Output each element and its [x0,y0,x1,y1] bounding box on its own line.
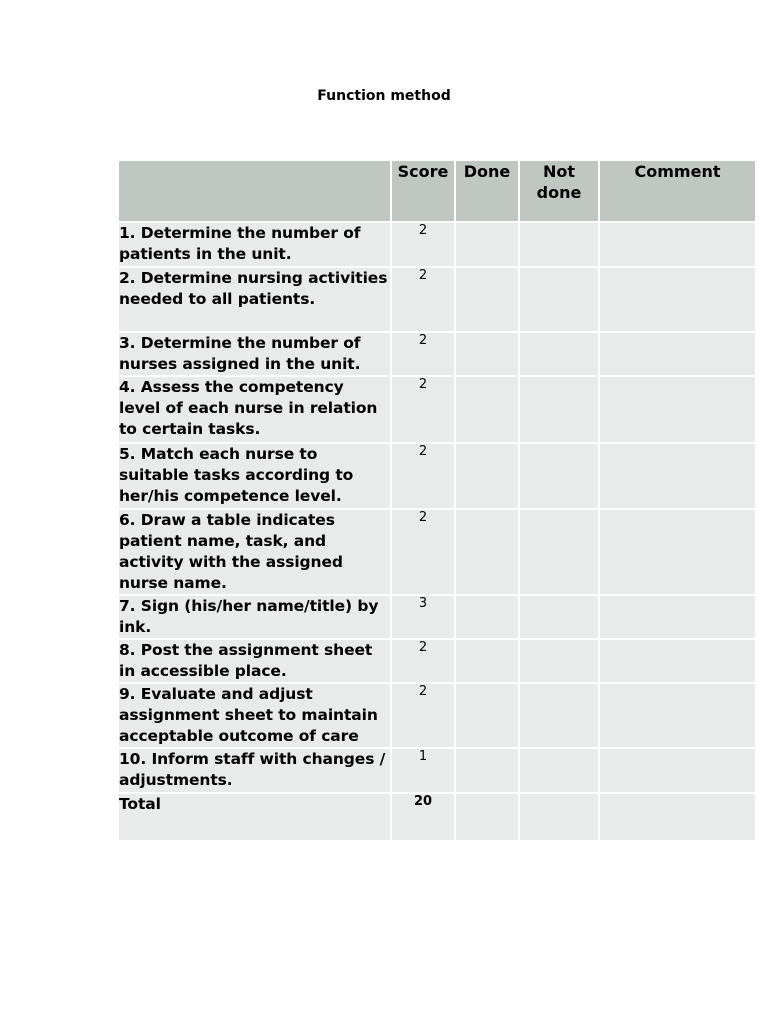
header-row [118,160,756,222]
document-title: Function method [317,88,451,104]
task-cell: 10. Inform staff with changes / adjustments. [118,748,391,793]
not-done-cell[interactable] [519,267,599,332]
not-done-cell[interactable] [519,332,599,376]
comment-cell[interactable] [599,222,756,267]
score-cell: 3 [391,595,455,639]
total-label: Total [118,793,391,841]
not-done-cell[interactable] [519,748,599,793]
done-cell[interactable] [455,509,519,595]
score-cell: 2 [391,376,455,443]
score-cell: 2 [391,683,455,748]
task-cell: 6. Draw a table indicates patient name, task, and activity with the assigned nurse name. [118,509,391,595]
table-row [118,267,756,332]
not-done-cell[interactable] [519,509,599,595]
done-cell[interactable] [455,332,519,376]
comment-cell[interactable] [599,376,756,443]
done-cell[interactable] [455,683,519,748]
task-cell: 2. Determine nursing activities needed to all patients. [118,267,391,332]
table-row [118,376,756,443]
header-not-done: Not done [519,160,599,222]
table-row [118,595,756,639]
score-cell: 1 [391,748,455,793]
not-done-cell[interactable] [519,639,599,683]
done-cell[interactable] [455,376,519,443]
header-done: Done [455,160,519,222]
task-cell: 8. Post the assignment sheet in accessible place. [118,639,391,683]
comment-cell[interactable] [599,509,756,595]
comment-cell[interactable] [599,595,756,639]
table-row [118,748,756,793]
table-row [118,443,756,509]
not-done-cell[interactable] [519,222,599,267]
score-cell: 2 [391,267,455,332]
done-cell[interactable] [455,748,519,793]
task-cell: 9. Evaluate and adjust assignment sheet to maintain acceptable outcome of care [118,683,391,748]
task-cell: 5. Match each nurse to suitable tasks according to her/his competence level. [118,443,391,509]
table-row [118,639,756,683]
total-row [118,793,756,841]
task-cell: 4. Assess the competency level of each nurse in relation to certain tasks. [118,376,391,443]
done-cell[interactable] [455,595,519,639]
score-cell: 2 [391,443,455,509]
score-cell: 2 [391,509,455,595]
not-done-cell[interactable] [519,683,599,748]
done-cell[interactable] [455,267,519,332]
not-done-cell[interactable] [519,595,599,639]
header-comment: Comment [599,160,756,222]
comment-cell[interactable] [599,683,756,748]
table-row [118,222,756,267]
score-cell: 2 [391,222,455,267]
task-cell: 7. Sign (his/her name/title) by ink. [118,595,391,639]
score-cell: 2 [391,332,455,376]
done-cell[interactable] [455,222,519,267]
header-task [118,160,391,222]
table-row [118,683,756,748]
comment-cell[interactable] [599,748,756,793]
table-row [118,332,756,376]
comment-cell[interactable] [599,639,756,683]
not-done-cell[interactable] [519,793,599,841]
score-cell: 2 [391,639,455,683]
comment-cell[interactable] [599,267,756,332]
done-cell[interactable] [455,639,519,683]
total-score: 20 [391,793,455,841]
evaluation-checklist-table [117,159,757,842]
comment-cell[interactable] [599,793,756,841]
task-cell: 1. Determine the number of patients in the unit. [118,222,391,267]
comment-cell[interactable] [599,443,756,509]
done-cell[interactable] [455,793,519,841]
not-done-cell[interactable] [519,376,599,443]
header-score: Score [391,160,455,222]
done-cell[interactable] [455,443,519,509]
task-cell: 3. Determine the number of nurses assigned in the unit. [118,332,391,376]
comment-cell[interactable] [599,332,756,376]
table-row [118,509,756,595]
not-done-cell[interactable] [519,443,599,509]
